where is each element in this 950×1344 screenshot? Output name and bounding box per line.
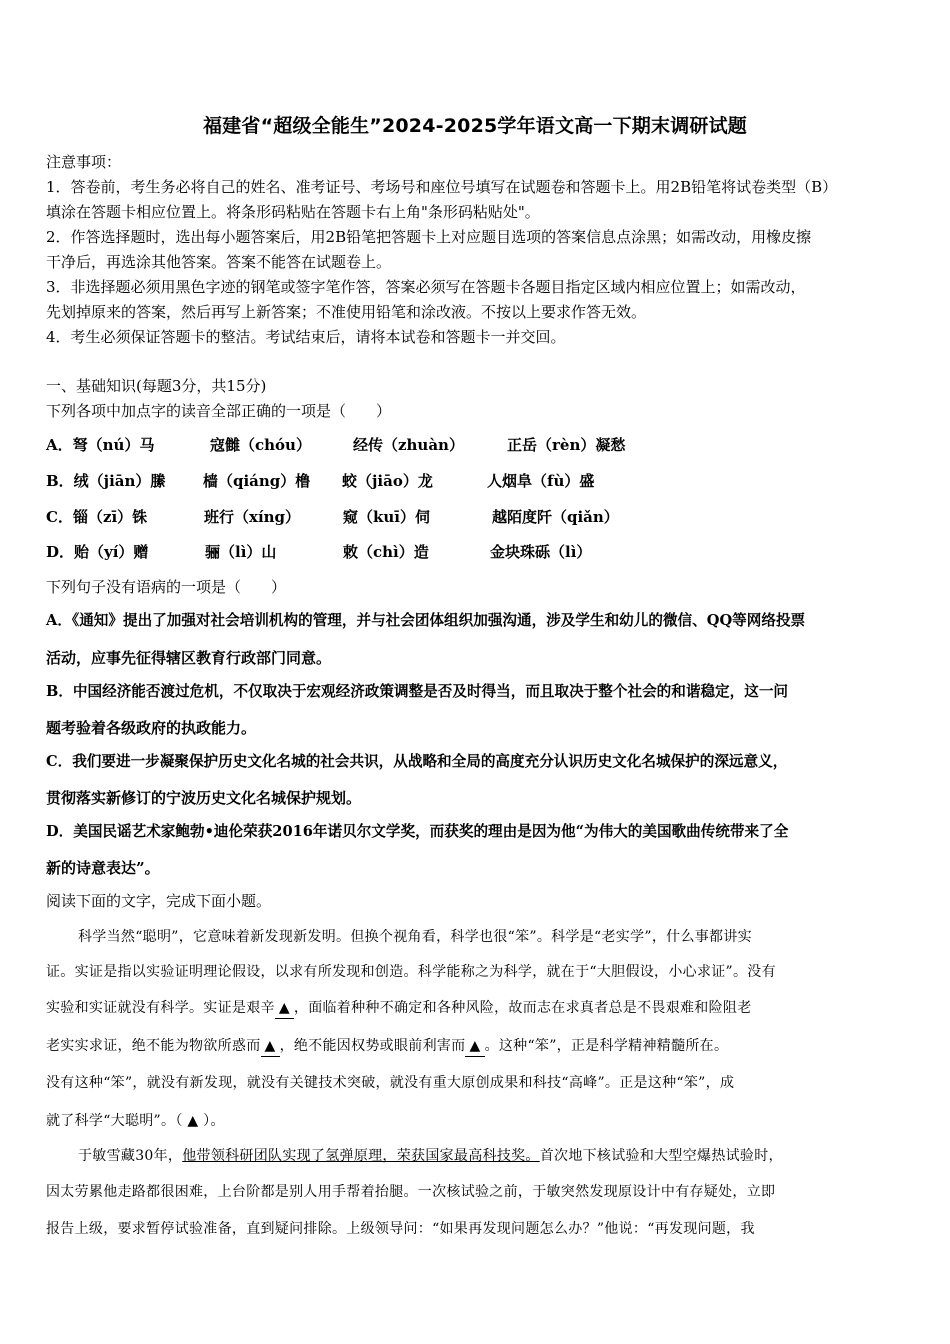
q1-option-a-1: A．弩（nú）马 xyxy=(46,436,155,454)
q2-option-line: 题考验着各级政府的执政能力。 xyxy=(46,719,257,737)
answer-blank: ▲ xyxy=(261,1036,280,1057)
q1-option-c-1: C．锱（zī）铢 xyxy=(46,508,148,526)
q2-option-line: D．美国民谣艺术家鲍勃•迪伦荣获2016年诺贝尔文学奖，而获奖的理由是因为他“为伟大的美国歌曲传统带来了全 xyxy=(46,823,789,840)
passage-line: 没有这种“笨”，就没有新发现，就没有关键技术突破，就没有重大原创成果和科技“高峰”。正是这种“笨”，成 xyxy=(46,1075,735,1091)
question-1-stem: 下列各项中加点字的读音全部正确的一项是（ ） xyxy=(46,402,392,420)
answer-blank: ▲ xyxy=(465,1036,484,1057)
q2-option-line: 新的诗意表达”。 xyxy=(46,859,160,877)
notice-line: 2．作答选择题时，选出每小题答案后，用2B铅笔把答题卡上对应题目选项的答案信息点涂黑；如需改动，用橡皮擦 xyxy=(46,228,812,246)
passage-line: 就了科学“大聪明”。（ ▲ ）。 xyxy=(46,1113,225,1129)
q1-option-a-2: 寇雠（chóu） xyxy=(210,436,311,454)
q2-option-line: C．我们要进一步凝聚保护历史文化名城的社会共识，从战略和全局的高度充分认识历史文化名城保护的深远意义， xyxy=(46,753,788,770)
passage-line: 实验和实证就没有科学。实证是艰辛 ▲ ，面临着种种不确定和各种风险，故而志在求真者总是不畏艰难和险阻老 xyxy=(46,998,752,1019)
section-heading: 一、基础知识(每题3分，共15分) xyxy=(46,377,267,395)
notice-line: 1．答卷前，考生务必将自己的姓名、准考证号、考场号和座位号填写在试题卷和答题卡上。用2B铅笔将试卷类型（B） xyxy=(46,178,838,196)
q1-option-c-3: 窥（kuī）伺 xyxy=(343,508,430,526)
q2-option-line: B．中国经济能否渡过危机，不仅取决于宏观经济政策调整是否及时得当，而且取决于整个社会的和谐稳定，这一问 xyxy=(46,683,789,700)
answer-blank: ▲ xyxy=(275,998,294,1019)
notice-line: 3．非选择题必须用黑色字迹的钢笔或签字笔作答，答案必须写在答题卡各题目指定区域内相应位置上；如需改动， xyxy=(46,278,806,296)
passage-line: 老实实求证，绝不能为物欲所惑而 ▲ ，绝不能因权势或眼前利害而 ▲ 。这种“笨”，正是科学精神精髓所在。 xyxy=(46,1036,728,1057)
q2-option-line: 活动，应事先征得辖区教育行政部门同意。 xyxy=(46,649,332,667)
q1-option-b-1: B．绒（jiān）縢 xyxy=(46,472,166,490)
passage-line: 科学当然“聪明”，它意味着新发现新发明。但换个视角看，科学也很“笨”。科学是“老实学”，什么事都讲实 xyxy=(78,929,752,945)
notice-line: 填涂在答题卡相应位置上。将条形码粘贴在答题卡右上角"条形码粘贴处"。 xyxy=(46,203,540,221)
notice-line: 4．考生必须保证答题卡的整洁。考试结束后，请将本试卷和答题卡一并交回。 xyxy=(46,328,566,346)
notice-heading: 注意事项： xyxy=(46,153,122,171)
q2-option-line: 贯彻落实新修订的宁波历史文化名城保护规划。 xyxy=(46,789,362,807)
passage-line: 因太劳累他走路都很困难，上台阶都是别人用手帮着抬腿。一次核试验之前，于敏突然发现原设计中有存疑处，立即 xyxy=(46,1184,776,1200)
notice-line: 干净后，再选涂其他答案。答案不能答在试题卷上。 xyxy=(46,253,392,271)
underlined-sentence: 他带领科研团队实现了氢弹原理，荣获国家最高科技奖。 xyxy=(182,1148,540,1164)
q1-option-a-3: 经传（zhuàn） xyxy=(353,436,464,454)
page-title: 福建省“超级全能生”2024-2025学年语文高一下期末调研试题 xyxy=(202,115,748,137)
passage-line: 证。实证是指以实验证明理论假设，以求有所发现和创造。科学能称之为科学，就在于“大胆假设，小心求证”。没有 xyxy=(46,964,776,980)
reading-intro: 阅读下面的文字，完成下面小题。 xyxy=(46,892,272,910)
question-2-stem: 下列句子没有语病的一项是（ ） xyxy=(46,578,287,596)
q1-option-d-3: 敕（chì）造 xyxy=(343,543,429,561)
q1-option-a-4: 正岳（rèn）凝愁 xyxy=(507,436,626,454)
q1-option-b-4: 人烟阜（fù）盛 xyxy=(487,472,595,490)
q1-option-c-2: 班行（xíng） xyxy=(204,508,301,526)
q1-option-d-2: 骊（lì）山 xyxy=(205,543,277,561)
q1-option-d-4: 金块珠砾（lì） xyxy=(490,543,592,561)
passage-line: 于敏雪藏30年，他带领科研团队实现了氢弹原理，荣获国家最高科技奖。首次地下核试验和大型空爆热试验时， xyxy=(78,1148,783,1164)
notice-line: 先划掉原来的答案，然后再写上新答案；不准使用铅笔和涂改液。不按以上要求作答无效。 xyxy=(46,303,647,321)
q2-option-line: A．《通知》提出了加强对社会培训机构的管理，并与社会团体组织加强沟通，涉及学生和幼儿的微信、QQ等网络投票 xyxy=(46,612,806,629)
q1-option-b-2: 樯（qiáng）橹 xyxy=(203,472,311,490)
q1-option-c-4: 越陌度阡（qiǎn） xyxy=(492,508,619,526)
q1-option-d-1: D．贻（yí）赠 xyxy=(46,543,149,561)
passage-line: 报告上级，要求暂停试验准备，直到疑问排除。上级领导问：“如果再发现问题怎么办？”他说：“再发现问题，我 xyxy=(46,1221,755,1237)
q1-option-b-3: 蛟（jiāo）龙 xyxy=(342,472,433,490)
